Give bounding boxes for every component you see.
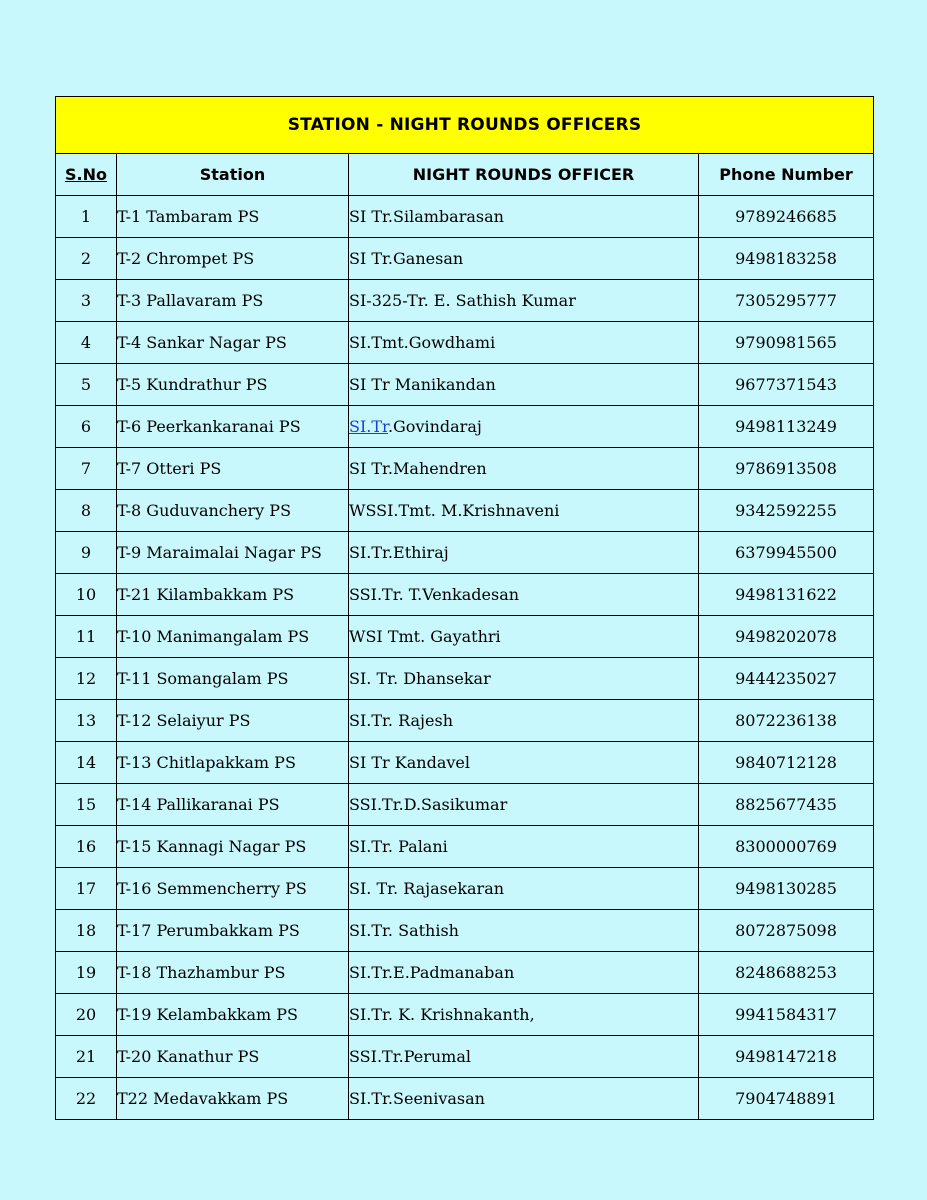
cell-officer: SI Tr Kandavel: [349, 742, 699, 784]
cell-station: T-1 Tambaram PS: [117, 196, 349, 238]
cell-phone: 9498147218: [699, 1036, 874, 1078]
cell-station: T-4 Sankar Nagar PS: [117, 322, 349, 364]
table-row: [56, 364, 874, 406]
cell-phone: 9786913508: [699, 448, 874, 490]
cell-station: T-17 Perumbakkam PS: [117, 910, 349, 952]
cell-station: T-14 Pallikaranai PS: [117, 784, 349, 826]
cell-sno: 20: [56, 994, 117, 1036]
cell-officer: SSI.Tr. T.Venkadesan: [349, 574, 699, 616]
cell-officer: SI.Tmt.Gowdhami: [349, 322, 699, 364]
cell-station: T-7 Otteri PS: [117, 448, 349, 490]
cell-officer: SI Tr.Silambarasan: [349, 196, 699, 238]
header-officer: NIGHT ROUNDS OFFICER: [349, 154, 699, 196]
cell-phone: 6379945500: [699, 532, 874, 574]
cell-officer: SI Tr Manikandan: [349, 364, 699, 406]
table-row: [56, 910, 874, 952]
cell-station: T-19 Kelambakkam PS: [117, 994, 349, 1036]
table-row: [56, 826, 874, 868]
cell-officer: SI. Tr. Rajasekaran: [349, 868, 699, 910]
cell-phone: 9941584317: [699, 994, 874, 1036]
cell-station: T-9 Maraimalai Nagar PS: [117, 532, 349, 574]
cell-phone: 9342592255: [699, 490, 874, 532]
table-row: [56, 1036, 874, 1078]
cell-phone: 9840712128: [699, 742, 874, 784]
cell-officer: SSI.Tr.D.Sasikumar: [349, 784, 699, 826]
table-row: [56, 994, 874, 1036]
cell-phone: 8825677435: [699, 784, 874, 826]
table-row: [56, 448, 874, 490]
cell-sno: 12: [56, 658, 117, 700]
cell-phone: 9789246685: [699, 196, 874, 238]
cell-phone: 9790981565: [699, 322, 874, 364]
cell-phone: 8248688253: [699, 952, 874, 994]
night-rounds-table: [55, 96, 874, 1120]
cell-officer: SI.Tr.Seenivasan: [349, 1078, 699, 1120]
cell-phone: 9498183258: [699, 238, 874, 280]
header-row: [56, 154, 874, 196]
cell-station: T-16 Semmencherry PS: [117, 868, 349, 910]
cell-sno: 5: [56, 364, 117, 406]
cell-station: T-6 Peerkankaranai PS: [117, 406, 349, 448]
cell-officer: SI. Tr. Dhansekar: [349, 658, 699, 700]
cell-phone: 9444235027: [699, 658, 874, 700]
header-phone: Phone Number: [699, 154, 874, 196]
cell-phone: 8072875098: [699, 910, 874, 952]
cell-sno: 14: [56, 742, 117, 784]
cell-officer: SI.Tr. Palani: [349, 826, 699, 868]
cell-sno: 11: [56, 616, 117, 658]
cell-station: T-11 Somangalam PS: [117, 658, 349, 700]
cell-sno: 13: [56, 700, 117, 742]
cell-officer: SI.Tr. Rajesh: [349, 700, 699, 742]
cell-phone: 9498130285: [699, 868, 874, 910]
cell-sno: 15: [56, 784, 117, 826]
table-row: [56, 868, 874, 910]
table-row: [56, 196, 874, 238]
cell-officer: SI.Tr. Sathish: [349, 910, 699, 952]
cell-station: T-15 Kannagi Nagar PS: [117, 826, 349, 868]
cell-phone: 9498202078: [699, 616, 874, 658]
cell-sno: 17: [56, 868, 117, 910]
cell-station: T-3 Pallavaram PS: [117, 280, 349, 322]
table-row: [56, 1078, 874, 1120]
cell-officer: SI.Tr.E.Padmanaban: [349, 952, 699, 994]
cell-sno: 2: [56, 238, 117, 280]
cell-officer: SI Tr.Ganesan: [349, 238, 699, 280]
cell-station: T-8 Guduvanchery PS: [117, 490, 349, 532]
cell-phone: 8300000769: [699, 826, 874, 868]
cell-station: T-2 Chrompet PS: [117, 238, 349, 280]
officer-name-rest: .Govindaraj: [387, 417, 482, 436]
cell-officer: SI.Tr. K. Krishnakanth,: [349, 994, 699, 1036]
header-sno: S.No: [56, 154, 117, 196]
cell-sno: 22: [56, 1078, 117, 1120]
cell-phone: 9677371543: [699, 364, 874, 406]
cell-station: T-20 Kanathur PS: [117, 1036, 349, 1078]
table-row: [56, 742, 874, 784]
cell-sno: 9: [56, 532, 117, 574]
cell-sno: 18: [56, 910, 117, 952]
table-row: [56, 700, 874, 742]
cell-officer: WSI Tmt. Gayathri: [349, 616, 699, 658]
cell-sno: 10: [56, 574, 117, 616]
table-row: [56, 280, 874, 322]
cell-officer: WSSI.Tmt. M.Krishnaveni: [349, 490, 699, 532]
table-row: [56, 616, 874, 658]
cell-sno: 19: [56, 952, 117, 994]
cell-sno: 4: [56, 322, 117, 364]
cell-officer: SI.Tr.Ethiraj: [349, 532, 699, 574]
cell-sno: 1: [56, 196, 117, 238]
table-row: [56, 658, 874, 700]
cell-sno: 8: [56, 490, 117, 532]
cell-officer: SI-325-Tr. E. Sathish Kumar: [349, 280, 699, 322]
cell-phone: 8072236138: [699, 700, 874, 742]
cell-sno: 21: [56, 1036, 117, 1078]
cell-station: T-13 Chitlapakkam PS: [117, 742, 349, 784]
cell-officer: SSI.Tr.Perumal: [349, 1036, 699, 1078]
table-row: [56, 574, 874, 616]
table-row: [56, 784, 874, 826]
table-row: [56, 532, 874, 574]
table-row: [56, 952, 874, 994]
table-row: [56, 490, 874, 532]
table-row: [56, 406, 874, 448]
cell-phone: 9498131622: [699, 574, 874, 616]
cell-sno: 7: [56, 448, 117, 490]
cell-station: T-10 Manimangalam PS: [117, 616, 349, 658]
cell-phone: 9498113249: [699, 406, 874, 448]
cell-station: T-5 Kundrathur PS: [117, 364, 349, 406]
cell-sno: 16: [56, 826, 117, 868]
cell-officer: [349, 406, 699, 448]
officer-link[interactable]: SI.Tr: [349, 417, 388, 436]
table-body: [56, 196, 874, 1120]
cell-sno: 6: [56, 406, 117, 448]
table-title: STATION - NIGHT ROUNDS OFFICERS: [56, 97, 874, 154]
cell-phone: 7904748891: [699, 1078, 874, 1120]
cell-phone: 7305295777: [699, 280, 874, 322]
cell-officer: SI Tr.Mahendren: [349, 448, 699, 490]
table-row: [56, 322, 874, 364]
cell-station: T22 Medavakkam PS: [117, 1078, 349, 1120]
table-row: [56, 238, 874, 280]
header-station: Station: [117, 154, 349, 196]
cell-station: T-18 Thazhambur PS: [117, 952, 349, 994]
cell-station: T-12 Selaiyur PS: [117, 700, 349, 742]
cell-sno: 3: [56, 280, 117, 322]
cell-station: T-21 Kilambakkam PS: [117, 574, 349, 616]
